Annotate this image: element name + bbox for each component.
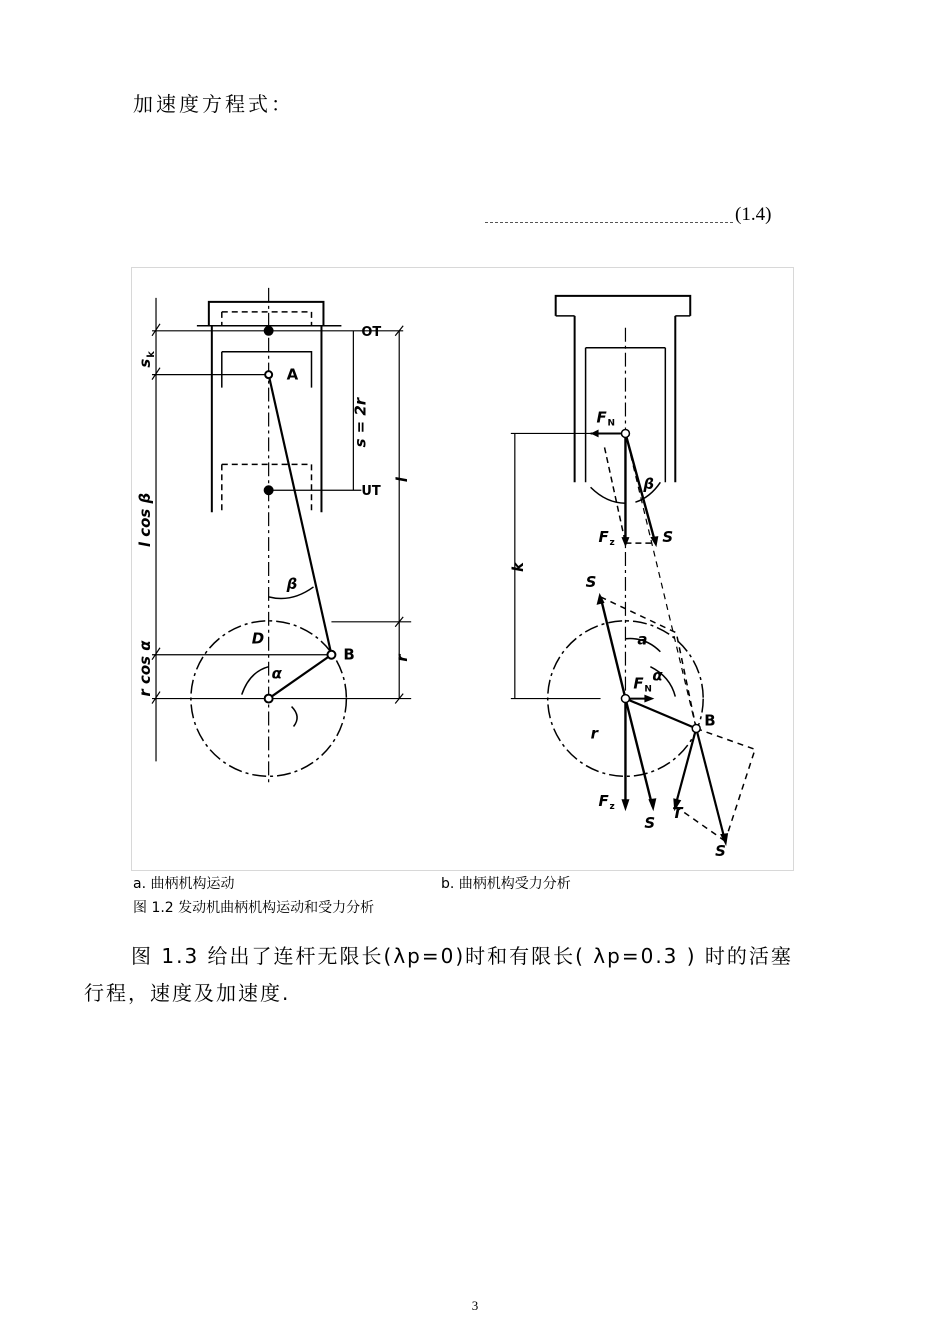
label-lcosb: l cos β xyxy=(136,492,155,548)
label-S-far: S xyxy=(715,842,726,861)
label-B-right: B xyxy=(704,711,716,730)
label-s2r: s = 2r xyxy=(351,397,370,448)
label-a-right: a xyxy=(637,630,648,649)
label-A: A xyxy=(286,365,299,384)
crank-mechanism-figure xyxy=(131,267,794,871)
paragraph-line-2: 行程，速度及加速度. xyxy=(84,981,291,1005)
label-rcosa: r cos α xyxy=(136,640,155,697)
label-alpha-left: α xyxy=(271,664,282,683)
crank-mechanism-diagram xyxy=(132,268,793,870)
label-FN-mid-sub: N xyxy=(644,684,652,695)
equation-heading: 加速度方程式： xyxy=(133,92,294,116)
caption-a: a. 曲柄机构运动 xyxy=(133,876,235,892)
label-beta-right: β xyxy=(643,475,655,494)
label-Fz-top-sub: z xyxy=(609,538,615,549)
label-Fz-bottom-sub: z xyxy=(609,802,615,813)
label-r-right: r xyxy=(590,724,598,743)
label-k: k xyxy=(508,562,527,572)
equation-number: (1.4) xyxy=(735,204,772,225)
label-S-top: S xyxy=(662,528,674,547)
label-Fz-bottom: F xyxy=(598,792,609,811)
label-S-bottom: S xyxy=(644,814,656,833)
label-S-mid: S xyxy=(585,572,597,591)
label-r-left: r xyxy=(393,654,412,662)
paragraph-line-1: 图 1.3 给出了连杆无限长(λp=0)时和有限长( λp=0.3 ) 时的活塞 xyxy=(131,944,793,968)
label-FN-top: F xyxy=(596,408,607,427)
label-beta-left: β xyxy=(286,574,298,593)
label-T: T xyxy=(672,804,683,823)
figure-title: 图 1.2 发动机曲柄机构运动和受力分析 xyxy=(133,900,375,916)
label-FN-top-sub: N xyxy=(607,418,616,429)
label-l: l xyxy=(393,477,412,483)
left-cylinder-walls xyxy=(212,326,322,512)
label-sk: s xyxy=(136,358,155,368)
label-UT: UT xyxy=(361,484,381,500)
page-number: 3 xyxy=(471,1298,479,1313)
label-Fz-top: F xyxy=(598,528,609,547)
label-sk-sub: k xyxy=(146,351,158,358)
label-OT: OT xyxy=(361,324,382,340)
right-cylinder-top xyxy=(556,296,691,316)
label-B-left: B xyxy=(343,645,355,664)
label-FN-mid: F xyxy=(633,674,644,693)
label-D: D xyxy=(251,629,265,648)
caption-b: b. 曲柄机构受力分析 xyxy=(441,876,571,892)
label-alpha-right: α xyxy=(652,666,663,685)
left-cylinder-top xyxy=(209,302,324,326)
equation-placeholder-line xyxy=(485,222,733,223)
